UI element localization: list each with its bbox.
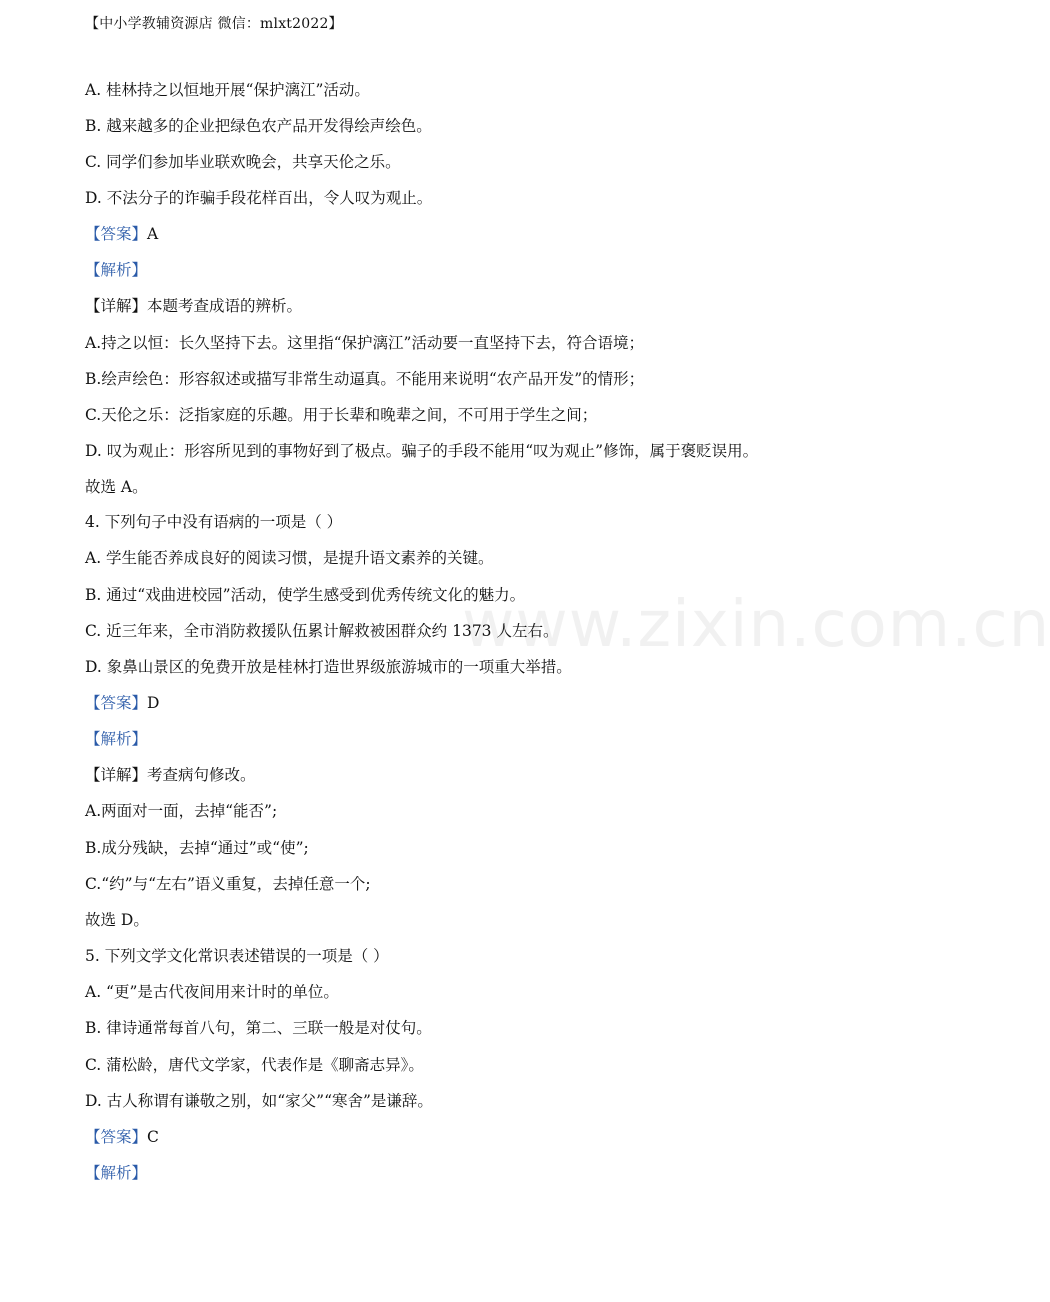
q3-option-d: D. 不法分子的诈骗手段花样百出，令人叹为观止。 bbox=[85, 189, 433, 207]
q4-stem: 4. 下列句子中没有语病的一项是（ ） bbox=[85, 513, 343, 531]
q3-detail-5: 故选 A。 bbox=[85, 478, 148, 496]
q4-answer bbox=[85, 693, 159, 713]
q4-detail-0: 【详解】考查病句修改。 bbox=[85, 766, 256, 784]
q3-option-a: A. 桂林持之以恒地开展“保护漓江”活动。 bbox=[85, 81, 370, 99]
q3-detail-1: A.持之以恒：长久坚持下去。这里指“保护漓江”活动要一直坚持下去，符合语境； bbox=[85, 334, 644, 352]
q5-option-c: C. 蒲松龄，唐代文学家，代表作是《聊斋志异》。 bbox=[85, 1056, 424, 1074]
q5-answer bbox=[85, 1127, 159, 1147]
answer-value: D bbox=[147, 694, 160, 712]
q4-option-b: B. 通过“戏曲进校园”活动，使学生感受到优秀传统文化的魅力。 bbox=[85, 586, 526, 604]
answer-tag: 【答案】 bbox=[85, 225, 148, 243]
q4-detail-3: C.“约”与“左右”语义重复，去掉任意一个; bbox=[85, 875, 371, 893]
q5-option-a: A. “更”是古代夜间用来计时的单位。 bbox=[85, 983, 339, 1001]
q5-option-b: B. 律诗通常每首八句，第二、三联一般是对仗句。 bbox=[85, 1019, 432, 1037]
watermark: www.zixin.com.cn bbox=[462, 588, 1050, 662]
answer-value: A bbox=[147, 225, 159, 243]
q4-detail-1: A.两面对一面，去掉“能否”; bbox=[85, 802, 278, 820]
q4-detail-2: B.成分残缺，去掉“通过”或“使”; bbox=[85, 839, 309, 857]
q5-option-d: D. 古人称谓有谦敬之别，如“家父”“寒舍”是谦辞。 bbox=[85, 1092, 433, 1110]
q3-answer bbox=[85, 224, 158, 244]
answer-tag: 【答案】 bbox=[85, 694, 148, 712]
answer-value: C bbox=[147, 1128, 159, 1146]
q3-detail-3: C.天伦之乐：泛指家庭的乐趣。用于长辈和晚辈之间，不可用于学生之间； bbox=[85, 406, 598, 424]
q4-option-d: D. 象鼻山景区的免费开放是桂林打造世界级旅游城市的一项重大举措。 bbox=[85, 658, 572, 676]
q4-detail-4: 故选 D。 bbox=[85, 911, 149, 929]
q4-option-c: C. 近三年来，全市消防救援队伍累计解救被困群众约 1373 人左右。 bbox=[85, 622, 559, 640]
q3-option-b: B. 越来越多的企业把绿色农产品开发得绘声绘色。 bbox=[85, 117, 432, 135]
answer-tag: 【答案】 bbox=[85, 1128, 148, 1146]
q3-analysis-tag: 【解析】 bbox=[85, 261, 148, 279]
q3-option-c: C. 同学们参加毕业联欢晚会，共享天伦之乐。 bbox=[85, 153, 401, 171]
q4-option-a: A. 学生能否养成良好的阅读习惯，是提升语文素养的关键。 bbox=[85, 549, 494, 567]
q4-analysis-tag: 【解析】 bbox=[85, 730, 148, 748]
q3-detail-2: B.绘声绘色：形容叙述或描写非常生动逼真。不能用来说明“农产品开发”的情形； bbox=[85, 370, 645, 388]
q5-analysis-tag: 【解析】 bbox=[85, 1164, 148, 1182]
q5-stem: 5. 下列文学文化常识表述错误的一项是（ ） bbox=[85, 947, 389, 965]
q3-detail-4: D. 叹为观止：形容所见到的事物好到了极点。骗子的手段不能用“叹为观止”修饰，属于褒贬误用。 bbox=[85, 442, 759, 460]
q3-detail-0: 【详解】本题考查成语的辨析。 bbox=[85, 297, 303, 315]
page-header: 【中小学教辅资源店 微信：mlxt2022】 bbox=[85, 16, 343, 32]
